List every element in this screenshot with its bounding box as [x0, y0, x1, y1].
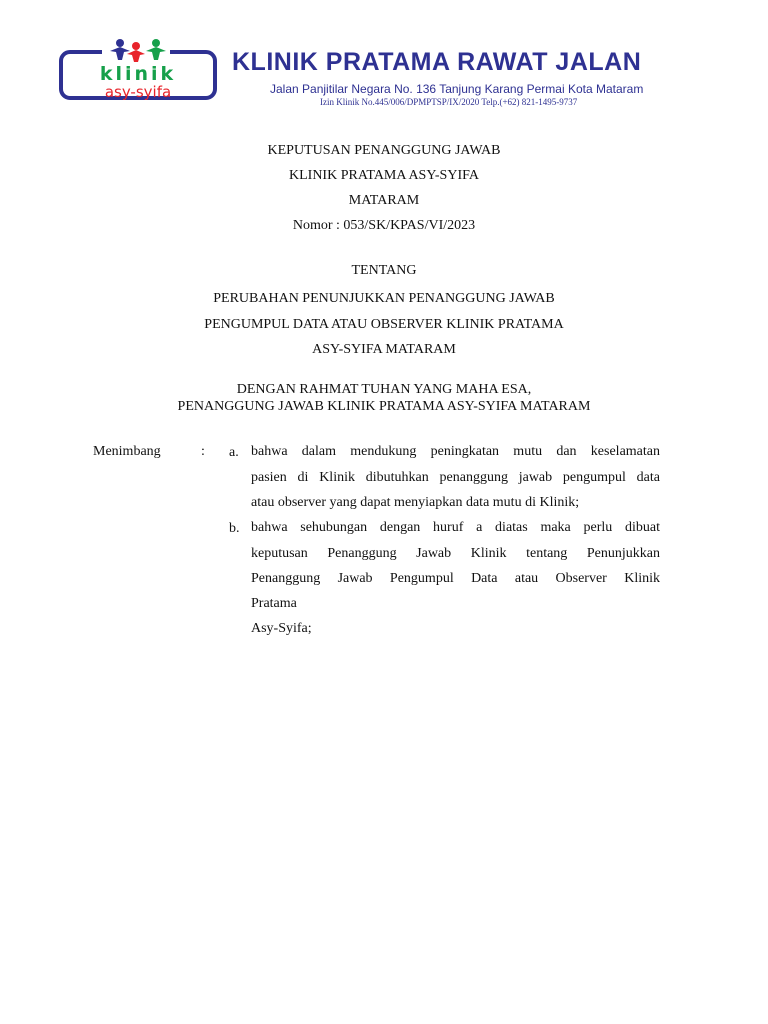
about-heading: TENTANG	[351, 263, 417, 278]
letterhead	[58, 30, 710, 112]
considering-colon: :	[201, 444, 205, 459]
item-line: atau observer yang dapat menyiapkan data mutu di Klinik;	[251, 495, 580, 510]
title-line-2: KLINIK PRATAMA ASY-SYIFA	[289, 168, 479, 183]
clinic-permit: Izin Klinik No.445/006/DPMPTSP/IX/2020 Telp.(+62) 821-1495-9737	[320, 97, 578, 107]
item-line: Pratama	[251, 596, 297, 611]
about-line-3: ASY-SYIFA MATARAM	[312, 342, 456, 357]
title-line-1: KEPUTUSAN PENANGGUNG JAWAB	[267, 143, 501, 158]
decree-number: Nomor : 053/SK/KPAS/VI/2023	[292, 218, 476, 233]
clinic-name: KLINIK PRATAMA RAWAT JALAN	[232, 48, 642, 76]
preamble-line-2: PENANGGUNG JAWAB KLINIK PRATAMA ASY-SYIFA MATARAM	[177, 399, 591, 414]
item-line: bahwa sehubungan dengan huruf a diatas maka perlu dibuat	[251, 520, 660, 535]
about-line-2: PENGUMPUL DATA ATAU OBSERVER KLINIK PRATAMA	[204, 317, 564, 332]
clinic-address: Jalan Panjitilar Negara No. 136 Tanjung Karang Permai Kota Mataram	[270, 82, 644, 96]
item-line: pasien di Klinik dibutuhkan penanggung jawab pengumpul data	[251, 470, 660, 485]
title-line-3: MATARAM	[348, 193, 420, 208]
item-line: keputusan Penanggung Jawab Klinik tentang Penunjukkan	[251, 546, 660, 561]
considering-label: Menimbang	[93, 444, 161, 459]
clinic-logo-icon	[58, 38, 218, 102]
item-line: Asy-Syifa;	[251, 621, 312, 636]
svg-text:asy-syifa: asy-syifa	[104, 83, 172, 101]
svg-text:klinik: klinik	[99, 63, 177, 85]
item-marker: b.	[229, 521, 240, 536]
item-marker: a.	[229, 445, 239, 460]
item-line: Penanggung Jawab Pengumpul Data atau Observer Klinik	[251, 571, 660, 586]
preamble-line-1: DENGAN RAHMAT TUHAN YANG MAHA ESA,	[236, 382, 532, 397]
about-line-1: PERUBAHAN PENUNJUKKAN PENANGGUNG JAWAB	[213, 291, 555, 306]
item-line: bahwa dalam mendukung peningkatan mutu dan keselamatan	[251, 444, 660, 459]
